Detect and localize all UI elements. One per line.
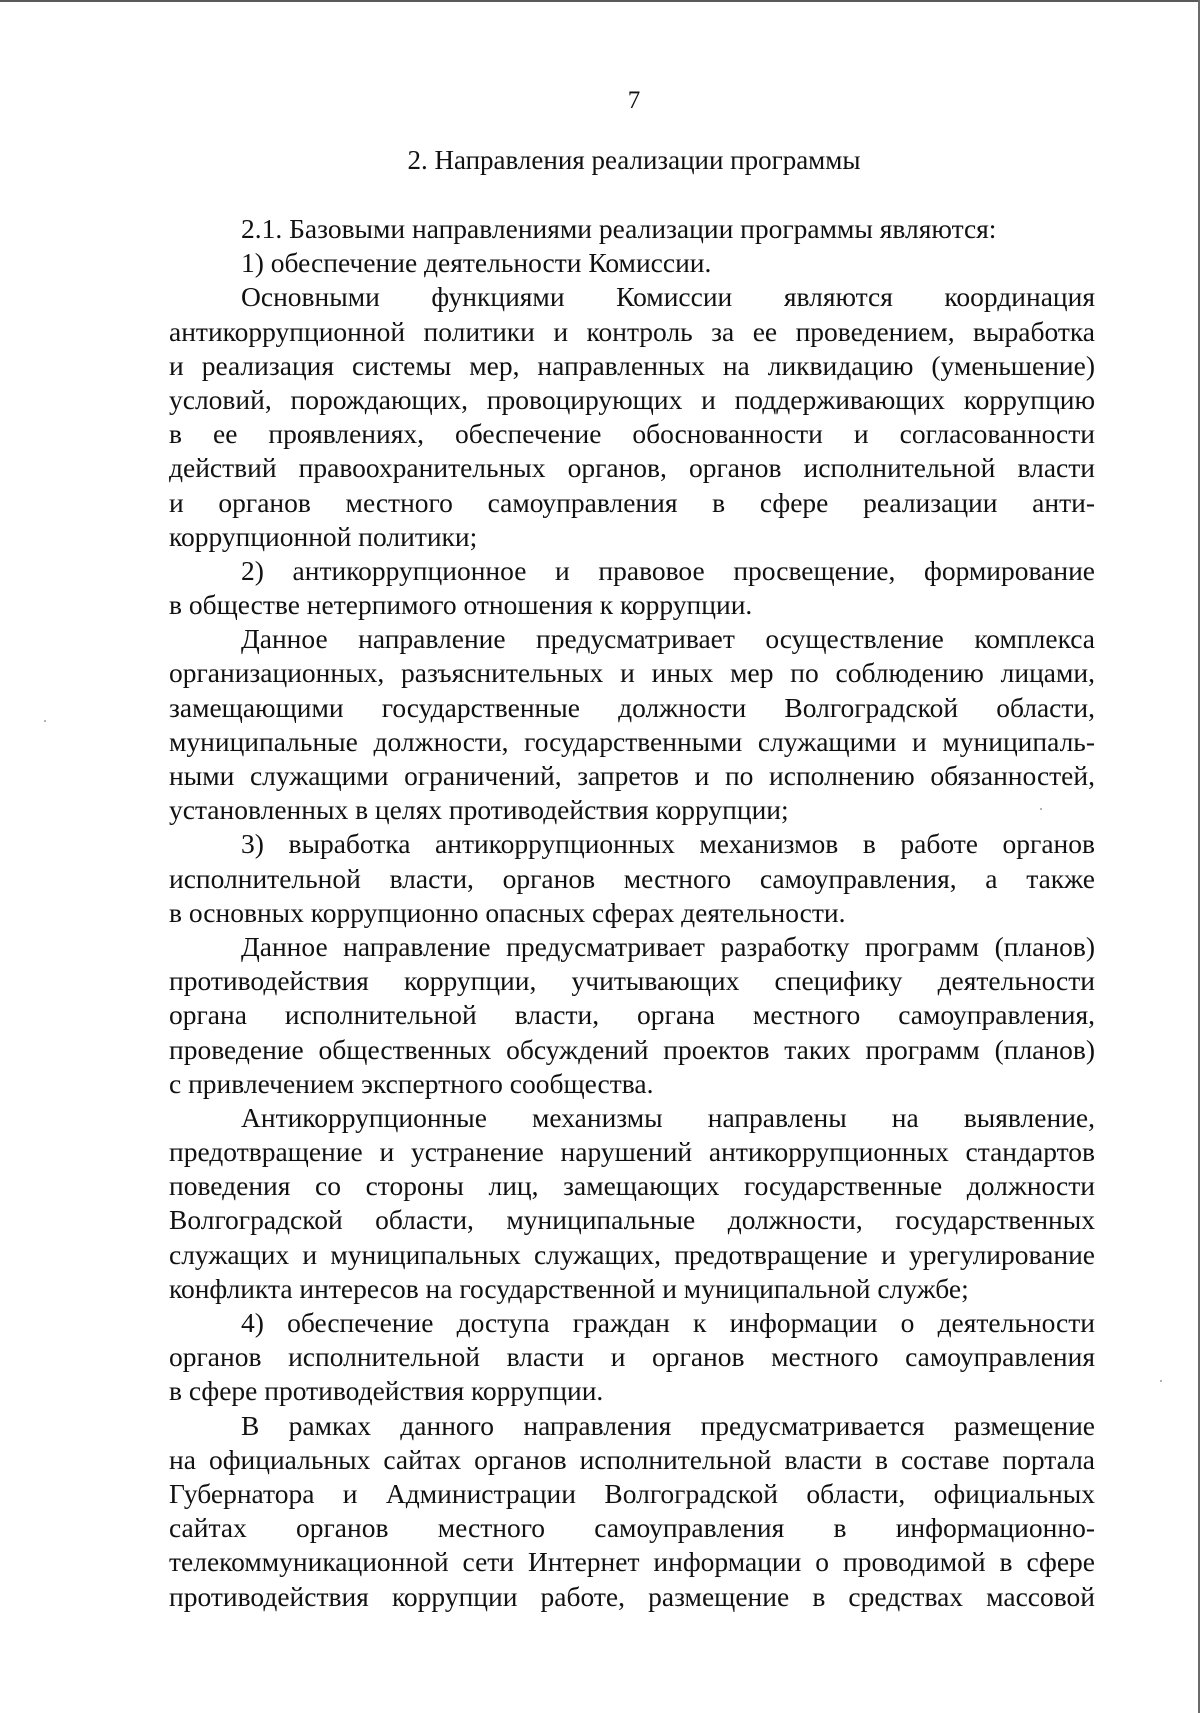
text-line: телекоммуникационной сети Интернет информации о проводимой в сфере [169,1546,1095,1578]
text-line: Губернатора и Администрации Волгоградской области, официальных [169,1477,1095,1509]
text-line: поведения со стороны лиц, замещающих государственные должности [169,1170,1095,1202]
text-line: на официальных сайтах органов исполнительной власти в составе портала [169,1443,1095,1475]
text-line: 3) выработка антикоррупционных механизмов в работе органов [241,828,1095,860]
text-line: противодействия коррупции, учитывающих специфику деятельности [169,965,1095,997]
text-line: сайтах органов местного самоуправления в информационно- [169,1512,1095,1544]
text-line: органов исполнительной власти и органов местного самоуправления [169,1341,1095,1373]
text-line: конфликта интересов на государственной и муниципальной службе; [169,1272,969,1304]
text-line: Волгоградской области, муниципальные должности, государственных [169,1204,1095,1236]
text-line: служащих и муниципальных служащих, предотвращение и урегулирование [169,1238,1095,1270]
text-line: 2) антикоррупционное и правовое просвещение, формирование [241,554,1095,586]
text-line: с привлечением экспертного сообщества. [169,1067,654,1099]
body-text [169,212,1095,1614]
text-line: и органов местного самоуправления в сфере реализации анти- [169,486,1095,518]
text-line: замещающими государственные должности Волгоградской области, [169,691,1095,723]
text-line: Основными функциями Комиссии являются координация [241,281,1095,313]
text-line: установленных в целях противодействия коррупции; [169,794,789,826]
text-line: 1) обеспечение деятельности Комиссии. [241,247,712,279]
text-line: в обществе нетерпимого отношения к коррупции. [169,589,753,621]
section-title: 2. Направления реализации программы [407,145,861,175]
text-line: Данное направление предусматривает осуществление комплекса [241,623,1095,655]
page-number: 7 [627,87,641,114]
text-line: исполнительной власти, органов местного самоуправления, а также [169,862,1095,894]
text-line: Данное направление предусматривает разработку программ (планов) [241,930,1095,962]
scan-speck [1160,1380,1162,1382]
text-line: организационных, разъяснительных и иных мер по соблюдению лицами, [169,657,1095,689]
text-line: проведение общественных обсуждений проектов таких программ (планов) [169,1033,1095,1065]
text-line: органа исполнительной власти, органа местного самоуправления, [169,999,1095,1031]
scan-speck [1040,808,1042,810]
scan-speck [44,720,46,722]
text-line: коррупционной политики; [169,520,478,552]
text-line: 2.1. Базовыми направлениями реализации программы являются: [241,213,997,244]
text-line: в сфере противодействия коррупции. [169,1375,604,1407]
text-line: предотвращение и устранение нарушений антикоррупционных стандартов [169,1136,1095,1168]
text-line: Антикоррупционные механизмы направлены на выявление, [241,1101,1095,1133]
text-line: условий, порождающих, провоцирующих и поддерживающих коррупцию [169,383,1095,415]
scan-edge-top [0,0,1200,2]
text-line: ными служащими ограничений, запретов и по исполнению обязанностей, [169,760,1095,791]
text-line: муниципальные должности, государственными служащими и муниципаль- [169,725,1095,757]
text-line: антикоррупционной политики и контроль за ее проведением, выработка [169,315,1095,347]
text-line: действий правоохранительных органов, органов исполнительной власти [169,452,1095,484]
text-line: в основных коррупционно опасных сферах деятельности. [169,896,846,928]
text-line: в ее проявлениях, обеспечение обоснованности и согласованности [169,418,1095,450]
text-line: противодействия коррупции работе, размещение в средствах массовой [169,1580,1095,1612]
text-line: В рамках данного направления предусматривается размещение [241,1409,1095,1441]
text-line: и реализация системы мер, направленных на ликвидацию (уменьшение) [169,349,1095,381]
text-line: 4) обеспечение доступа граждан к информации о деятельности [241,1307,1095,1338]
